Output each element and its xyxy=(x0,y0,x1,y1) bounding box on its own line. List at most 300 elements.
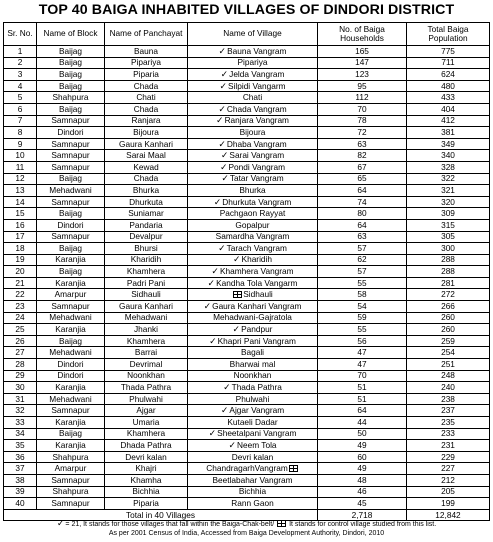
village-name: Sarai Vangram xyxy=(229,150,285,161)
table-row xyxy=(4,69,490,81)
village-name: Bhurka xyxy=(239,184,266,195)
cell-panchayat: Chada xyxy=(105,103,188,115)
header-panchayat: Name of Panchayat xyxy=(105,23,188,46)
table-row xyxy=(4,185,490,197)
cell-population: 229 xyxy=(407,451,490,463)
cell-panchayat: Pandaria xyxy=(105,219,188,231)
cell-panchayat: Devalpur xyxy=(105,231,188,243)
village-name: Sidhauli xyxy=(243,289,273,300)
table-row xyxy=(4,370,490,382)
cell-block: Samnapur xyxy=(37,405,105,417)
table-row xyxy=(4,92,490,104)
cell-village xyxy=(188,428,318,440)
village-name: Dhurkuta Vangram xyxy=(222,196,292,207)
cell-village xyxy=(188,208,318,220)
cell-sr-no: 14 xyxy=(4,196,37,208)
cell-sr-no: 22 xyxy=(4,289,37,301)
cell-block: Baijag xyxy=(37,208,105,220)
check-icon: ✓ xyxy=(219,161,228,172)
table-row xyxy=(4,382,490,394)
cell-block: Karanjia xyxy=(37,417,105,429)
cell-block: Mehadwani xyxy=(37,393,105,405)
cell-village xyxy=(188,405,318,417)
cell-panchayat: Chati xyxy=(105,92,188,104)
cell-block: Samnapur xyxy=(37,231,105,243)
cell-panchayat: Padri Pani xyxy=(105,277,188,289)
village-name: Pipariya xyxy=(237,57,268,68)
table-row xyxy=(4,359,490,371)
cell-village xyxy=(188,486,318,498)
footnote-control-text: It stands for control village studied from this list. xyxy=(289,521,437,528)
table-row xyxy=(4,219,490,231)
cell-households: 55 xyxy=(318,324,407,336)
village-name: Kutaeli Dadar xyxy=(227,416,278,427)
cell-block: Baijag xyxy=(37,243,105,255)
table-row xyxy=(4,440,490,452)
table-row xyxy=(4,301,490,313)
cell-population: 328 xyxy=(407,161,490,173)
table-row xyxy=(4,277,490,289)
cell-block: Amarpur xyxy=(37,289,105,301)
cell-block: Baijag xyxy=(37,103,105,115)
village-name: Khamhera Vangram xyxy=(219,266,294,277)
cell-population: 248 xyxy=(407,370,490,382)
village-name: Beetlabahar Vangram xyxy=(212,474,293,485)
cell-population: 240 xyxy=(407,382,490,394)
cell-population: 254 xyxy=(407,347,490,359)
cell-block: Dindori xyxy=(37,127,105,139)
table-header-row xyxy=(4,23,490,46)
cell-block: Shahpura xyxy=(37,92,105,104)
cell-households: 78 xyxy=(318,115,407,127)
village-name: Devri kalan xyxy=(231,451,274,462)
cell-sr-no: 27 xyxy=(4,347,37,359)
cell-households: 95 xyxy=(318,80,407,92)
check-icon: ✓ xyxy=(218,138,226,149)
cell-sr-no: 12 xyxy=(4,173,37,185)
cell-population: 340 xyxy=(407,150,490,162)
cell-panchayat: Kharidih xyxy=(105,254,188,266)
footnote-legend xyxy=(0,519,493,529)
cell-panchayat: Gaura Kanhari xyxy=(105,301,188,313)
cell-panchayat: Chada xyxy=(105,173,188,185)
control-village-icon xyxy=(233,291,242,298)
cell-panchayat: Dhada Pathra xyxy=(105,440,188,452)
cell-block: Karanjia xyxy=(37,382,105,394)
cell-households: 56 xyxy=(318,335,407,347)
cell-block: Mehadwani xyxy=(37,347,105,359)
cell-block: Baijag xyxy=(37,428,105,440)
check-icon: ✓ xyxy=(218,45,227,56)
cell-block: Karanjia xyxy=(37,277,105,289)
table-row xyxy=(4,486,490,498)
cell-panchayat: Bhurka xyxy=(105,185,188,197)
table-row xyxy=(4,266,490,278)
cell-population: 233 xyxy=(407,428,490,440)
table-row xyxy=(4,474,490,486)
cell-village xyxy=(188,289,318,301)
cell-panchayat: Gaura Kanhari xyxy=(105,138,188,150)
cell-village xyxy=(188,173,318,185)
cell-village xyxy=(188,370,318,382)
table-row xyxy=(4,335,490,347)
cell-households: 65 xyxy=(318,173,407,185)
village-name: Bijoura xyxy=(239,126,266,137)
cell-population: 227 xyxy=(407,463,490,475)
village-name: Tarach Vangram xyxy=(226,242,287,253)
cell-population: 251 xyxy=(407,359,490,371)
cell-households: 50 xyxy=(318,428,407,440)
cell-panchayat: Sidhauli xyxy=(105,289,188,301)
cell-village xyxy=(188,359,318,371)
cell-block: Karanjia xyxy=(37,440,105,452)
cell-sr-no: 6 xyxy=(4,103,37,115)
cell-households: 46 xyxy=(318,486,407,498)
cell-village xyxy=(188,103,318,115)
cell-households: 63 xyxy=(318,138,407,150)
cell-village xyxy=(188,243,318,255)
table-row xyxy=(4,196,490,208)
village-name: Chati xyxy=(242,92,263,103)
village-name: Khapri Pani Vangram xyxy=(217,335,296,346)
cell-block: Shahpura xyxy=(37,451,105,463)
table-row xyxy=(4,80,490,92)
cell-sr-no: 40 xyxy=(4,498,37,510)
cell-sr-no: 7 xyxy=(4,115,37,127)
cell-village xyxy=(188,312,318,324)
cell-households: 57 xyxy=(318,243,407,255)
village-name: Neem Tola xyxy=(237,439,277,450)
table-row xyxy=(4,231,490,243)
cell-population: 775 xyxy=(407,46,490,58)
cell-population: 238 xyxy=(407,393,490,405)
cell-block: Mehadwani xyxy=(37,312,105,324)
cell-sr-no: 1 xyxy=(4,46,37,58)
check-icon: ✓ xyxy=(213,196,222,207)
cell-sr-no: 11 xyxy=(4,161,37,173)
cell-village xyxy=(188,335,318,347)
village-name: Thada Pathra xyxy=(231,382,282,393)
cell-households: 54 xyxy=(318,301,407,313)
cell-village xyxy=(188,57,318,69)
header-population: Total Baiga Population xyxy=(407,23,490,46)
cell-panchayat: Bijoura xyxy=(105,127,188,139)
table-row xyxy=(4,150,490,162)
cell-population: 433 xyxy=(407,92,490,104)
cell-block: Baijag xyxy=(37,173,105,185)
village-name: Ajgar Vangram xyxy=(229,405,285,416)
control-village-icon xyxy=(289,465,298,472)
cell-panchayat: Devri kalan xyxy=(105,451,188,463)
cell-panchayat: Dhurkuta xyxy=(105,196,188,208)
cell-sr-no: 19 xyxy=(4,254,37,266)
check-icon: ✓ xyxy=(232,324,241,335)
cell-households: 123 xyxy=(318,69,407,81)
cell-households: 74 xyxy=(318,196,407,208)
village-name: Kandha Tola Vangarm xyxy=(216,277,298,288)
cell-panchayat: Piparia xyxy=(105,69,188,81)
cell-sr-no: 3 xyxy=(4,69,37,81)
cell-panchayat: Ranjara xyxy=(105,115,188,127)
cell-sr-no: 25 xyxy=(4,324,37,336)
cell-panchayat: Noonkhan xyxy=(105,370,188,382)
cell-panchayat: Sarai Maal xyxy=(105,150,188,162)
village-name: Ranjara Vangram xyxy=(224,115,289,126)
cell-block: Amarpur xyxy=(37,463,105,475)
cell-population: 235 xyxy=(407,417,490,429)
cell-panchayat: Khamha xyxy=(105,474,188,486)
check-icon: ✓ xyxy=(216,115,224,126)
cell-village xyxy=(188,451,318,463)
cell-sr-no: 30 xyxy=(4,382,37,394)
cell-village xyxy=(188,80,318,92)
table-row xyxy=(4,46,490,58)
check-icon: ✓ xyxy=(207,277,216,288)
check-icon: ✓ xyxy=(220,405,229,416)
cell-sr-no: 4 xyxy=(4,80,37,92)
header-households: No. of Baiga Households xyxy=(318,23,407,46)
village-name: Kharidih xyxy=(241,254,272,265)
cell-village xyxy=(188,92,318,104)
cell-sr-no: 24 xyxy=(4,312,37,324)
check-icon: ✓ xyxy=(208,428,217,439)
cell-block: Karanjia xyxy=(37,254,105,266)
cell-panchayat: Chada xyxy=(105,80,188,92)
table-row xyxy=(4,417,490,429)
table-row xyxy=(4,208,490,220)
cell-population: 260 xyxy=(407,324,490,336)
table-row xyxy=(4,289,490,301)
cell-households: 60 xyxy=(318,451,407,463)
cell-population: 349 xyxy=(407,138,490,150)
cell-village xyxy=(188,498,318,510)
cell-sr-no: 28 xyxy=(4,359,37,371)
village-name: Silpidi Vangarm xyxy=(228,80,286,91)
cell-panchayat: Barrai xyxy=(105,347,188,359)
cell-panchayat: Khajri xyxy=(105,463,188,475)
cell-village xyxy=(188,324,318,336)
cell-households: 47 xyxy=(318,347,407,359)
cell-population: 624 xyxy=(407,69,490,81)
cell-panchayat: Bichhia xyxy=(105,486,188,498)
header-block: Name of Block xyxy=(37,23,105,46)
village-name: Rann Gaon xyxy=(231,497,274,508)
cell-population: 260 xyxy=(407,312,490,324)
village-name: Mehadwani-Gajratola xyxy=(213,312,292,323)
cell-village xyxy=(188,393,318,405)
table-row xyxy=(4,103,490,115)
cell-block: Samnapur xyxy=(37,196,105,208)
cell-village xyxy=(188,138,318,150)
cell-households: 64 xyxy=(318,219,407,231)
cell-population: 321 xyxy=(407,185,490,197)
cell-households: 147 xyxy=(318,57,407,69)
table-row xyxy=(4,243,490,255)
page-title: TOP 40 BAIGA INHABITED VILLAGES OF DINDORI DISTRICT xyxy=(38,2,455,18)
cell-households: 59 xyxy=(318,312,407,324)
cell-block: Dindori xyxy=(37,359,105,371)
cell-households: 48 xyxy=(318,474,407,486)
cell-sr-no: 15 xyxy=(4,208,37,220)
cell-village xyxy=(188,219,318,231)
cell-population: 412 xyxy=(407,115,490,127)
table-row xyxy=(4,428,490,440)
cell-village xyxy=(188,277,318,289)
village-name: Gaura Kanhari Vangram xyxy=(212,300,302,311)
cell-block: Mehadwani xyxy=(37,185,105,197)
cell-village xyxy=(188,185,318,197)
cell-sr-no: 33 xyxy=(4,417,37,429)
cell-block: Samnapur xyxy=(37,115,105,127)
village-name: Bharwai mal xyxy=(229,358,276,369)
cell-population: 322 xyxy=(407,173,490,185)
cell-block: Baijag xyxy=(37,46,105,58)
cell-village xyxy=(188,440,318,452)
cell-population: 381 xyxy=(407,127,490,139)
cell-households: 112 xyxy=(318,92,407,104)
cell-households: 51 xyxy=(318,382,407,394)
cell-block: Baijag xyxy=(37,266,105,278)
cell-sr-no: 38 xyxy=(4,474,37,486)
table-row xyxy=(4,498,490,510)
cell-block: Baijag xyxy=(37,57,105,69)
table-row xyxy=(4,127,490,139)
cell-block: Baijag xyxy=(37,69,105,81)
cell-village xyxy=(188,161,318,173)
cell-sr-no: 37 xyxy=(4,463,37,475)
cell-households: 47 xyxy=(318,359,407,371)
cell-population: 320 xyxy=(407,196,490,208)
table-row xyxy=(4,57,490,69)
header-sr-no: Sr. No. xyxy=(4,23,37,46)
cell-sr-no: 2 xyxy=(4,57,37,69)
cell-sr-no: 39 xyxy=(4,486,37,498)
cell-panchayat: Jhanki xyxy=(105,324,188,336)
cell-sr-no: 31 xyxy=(4,393,37,405)
village-name: Pandpur xyxy=(241,324,273,335)
cell-sr-no: 21 xyxy=(4,277,37,289)
cell-sr-no: 36 xyxy=(4,451,37,463)
footnote-check-text: = 21, It stands for those villages that fall within the Baiga-Chak-belt/ xyxy=(65,521,275,528)
cell-population: 315 xyxy=(407,219,490,231)
cell-panchayat: Thada Pathra xyxy=(105,382,188,394)
cell-sr-no: 26 xyxy=(4,335,37,347)
cell-sr-no: 5 xyxy=(4,92,37,104)
control-village-icon xyxy=(277,520,286,527)
cell-panchayat: Mehadwani xyxy=(105,312,188,324)
check-icon: ✓ xyxy=(223,382,231,393)
check-icon: ✓ xyxy=(203,300,212,311)
check-icon: ✓ xyxy=(233,254,241,265)
village-name: Chada Vangram xyxy=(226,103,287,114)
cell-block: Baijag xyxy=(37,335,105,347)
cell-panchayat: Ajgar xyxy=(105,405,188,417)
check-icon: ✓ xyxy=(228,439,237,450)
cell-panchayat: Piparia xyxy=(105,498,188,510)
cell-households: 51 xyxy=(318,393,407,405)
cell-panchayat: Khamhera xyxy=(105,266,188,278)
check-icon: ✓ xyxy=(56,518,65,528)
cell-panchayat: Devrimal xyxy=(105,359,188,371)
table-row xyxy=(4,393,490,405)
cell-population: 205 xyxy=(407,486,490,498)
village-name: Bagali xyxy=(240,347,265,358)
cell-block: Karanjia xyxy=(37,324,105,336)
check-icon: ✓ xyxy=(218,103,226,114)
cell-population: 288 xyxy=(407,254,490,266)
cell-sr-no: 35 xyxy=(4,440,37,452)
cell-sr-no: 20 xyxy=(4,266,37,278)
cell-panchayat: Pipariya xyxy=(105,57,188,69)
cell-households: 64 xyxy=(318,185,407,197)
cell-households: 67 xyxy=(318,161,407,173)
table-row xyxy=(4,463,490,475)
cell-panchayat: Khamhera xyxy=(105,335,188,347)
cell-households: 57 xyxy=(318,266,407,278)
table-row xyxy=(4,138,490,150)
cell-block: Samnapur xyxy=(37,301,105,313)
cell-panchayat: Bhursi xyxy=(105,243,188,255)
cell-sr-no: 18 xyxy=(4,243,37,255)
village-name: ChandragarhVangram xyxy=(206,463,288,474)
check-icon: ✓ xyxy=(218,242,226,253)
total-households: 2,718 xyxy=(318,509,407,521)
cell-panchayat: Khamhera xyxy=(105,428,188,440)
cell-households: 70 xyxy=(318,103,407,115)
check-icon: ✓ xyxy=(220,68,229,79)
cell-panchayat: Bauna xyxy=(105,46,188,58)
table-row xyxy=(4,324,490,336)
cell-sr-no: 8 xyxy=(4,127,37,139)
cell-population: 259 xyxy=(407,335,490,347)
total-population: 12,842 xyxy=(407,509,490,521)
cell-block: Samnapur xyxy=(37,498,105,510)
cell-block: Dindori xyxy=(37,370,105,382)
cell-sr-no: 16 xyxy=(4,219,37,231)
table-row xyxy=(4,115,490,127)
cell-panchayat: Umaria xyxy=(105,417,188,429)
table-row xyxy=(4,312,490,324)
cell-village xyxy=(188,347,318,359)
cell-block: Samnapur xyxy=(37,161,105,173)
cell-households: 165 xyxy=(318,46,407,58)
cell-block: Dindori xyxy=(37,219,105,231)
cell-village xyxy=(188,474,318,486)
cell-panchayat: Suniamar xyxy=(105,208,188,220)
cell-households: 82 xyxy=(318,150,407,162)
table-row xyxy=(4,161,490,173)
cell-households: 55 xyxy=(318,277,407,289)
cell-village xyxy=(188,69,318,81)
table-row xyxy=(4,254,490,266)
check-icon: ✓ xyxy=(211,266,219,277)
village-name: Dhaba Vangram xyxy=(226,138,287,149)
footnote-source: As per 2001 Census of India, Accessed from Baiga Development Authority, Dindori, 2010 xyxy=(108,530,385,537)
cell-village xyxy=(188,231,318,243)
village-name: Pachgaon Rayyat xyxy=(219,208,286,219)
cell-population: 480 xyxy=(407,80,490,92)
total-label: Total in 40 Villages xyxy=(4,509,318,521)
cell-households: 49 xyxy=(318,440,407,452)
cell-sr-no: 13 xyxy=(4,185,37,197)
table-row xyxy=(4,347,490,359)
cell-households: 80 xyxy=(318,208,407,220)
cell-sr-no: 32 xyxy=(4,405,37,417)
cell-panchayat: Phulwahi xyxy=(105,393,188,405)
cell-population: 711 xyxy=(407,57,490,69)
cell-block: Shahpura xyxy=(37,486,105,498)
village-name: Samardha Vangram xyxy=(215,231,290,242)
